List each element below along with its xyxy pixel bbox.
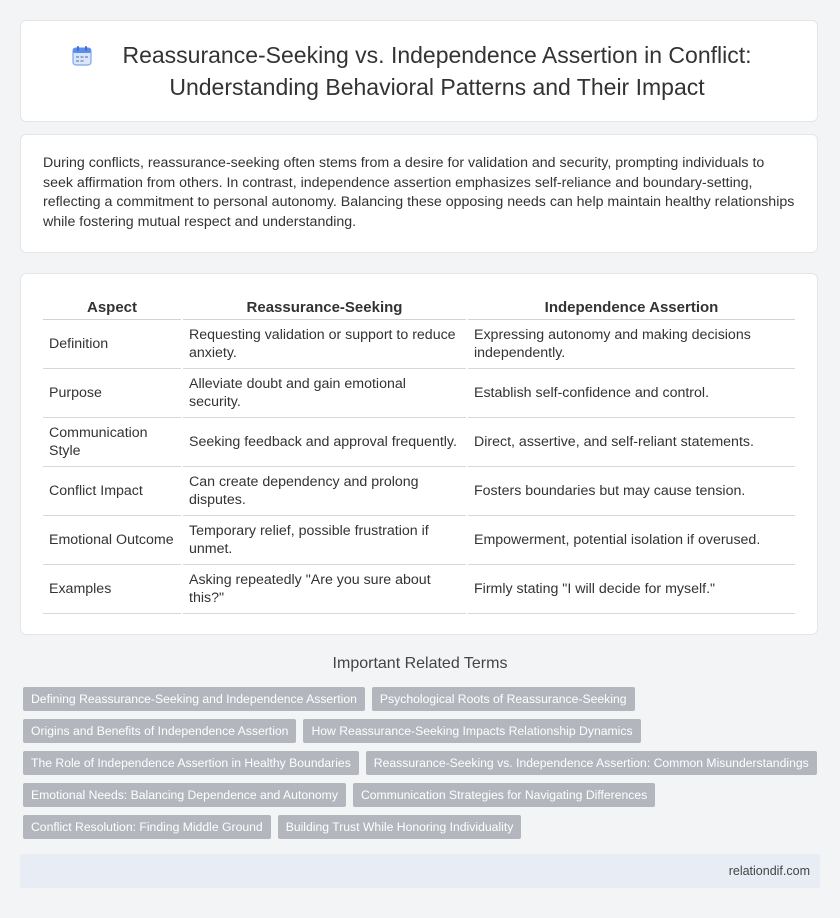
comparison-table <box>41 296 797 614</box>
comparison-card <box>20 273 818 635</box>
cell-independence: Direct, assertive, and self-reliant statements. <box>468 418 795 467</box>
page-title: Reassurance-Seeking vs. Independence Assertion in Conflict: Understanding Behavioral Patterns and Their Impact <box>122 42 752 100</box>
header-independence: Independence Assertion <box>468 296 795 320</box>
related-term-tag[interactable]: Reassurance-Seeking vs. Independence Assertion: Common Misunderstandings <box>366 751 817 775</box>
related-term-tag[interactable]: Emotional Needs: Balancing Dependence and Autonomy <box>23 783 346 807</box>
related-term-tag[interactable]: Building Trust While Honoring Individuality <box>278 815 522 839</box>
related-term-tag[interactable]: Psychological Roots of Reassurance-Seeking <box>372 687 635 711</box>
table-header-row <box>43 296 795 320</box>
cell-reassurance: Requesting validation or support to reduce anxiety. <box>183 320 466 369</box>
related-terms-title: Important Related Terms <box>332 655 508 672</box>
cell-aspect: Conflict Impact <box>43 467 181 516</box>
cell-reassurance: Seeking feedback and approval frequently. <box>183 418 466 467</box>
cell-aspect: Examples <box>43 565 181 614</box>
table-row <box>43 565 795 614</box>
related-term-tag[interactable]: How Reassurance-Seeking Impacts Relationship Dynamics <box>303 719 640 743</box>
related-term-tag[interactable]: The Role of Independence Assertion in Healthy Boundaries <box>23 751 359 775</box>
cell-independence: Expressing autonomy and making decisions independently. <box>468 320 795 369</box>
table-row <box>43 516 795 565</box>
related-term-tag[interactable]: Conflict Resolution: Finding Middle Ground <box>23 815 271 839</box>
related-terms-list <box>23 687 823 847</box>
cell-reassurance: Temporary relief, possible frustration if unmet. <box>183 516 466 565</box>
cell-reassurance: Asking repeatedly "Are you sure about this?" <box>183 565 466 614</box>
footer-site-link[interactable]: relationdif.com <box>728 864 810 878</box>
cell-independence: Establish self-confidence and control. <box>468 369 795 418</box>
cell-aspect: Definition <box>43 320 181 369</box>
header-reassurance: Reassurance-Seeking <box>183 296 466 320</box>
cell-reassurance: Can create dependency and prolong disputes. <box>183 467 466 516</box>
cell-independence: Empowerment, potential isolation if overused. <box>468 516 795 565</box>
cell-independence: Fosters boundaries but may cause tension. <box>468 467 795 516</box>
title-card <box>20 20 818 122</box>
intro-paragraph: During conflicts, reassurance-seeking often stems from a desire for validation and security, prompting individuals to seek affirmation from others. In contrast, independence assertion emphasizes self-reliance and boundary-setting, reflecting a commitment to personal autonomy. Balancing these opposing needs can help maintain healthy relationships while fostering mutual respect and understanding. <box>43 155 795 230</box>
table-row <box>43 467 795 516</box>
table-row <box>43 418 795 467</box>
related-term-tag[interactable]: Defining Reassurance-Seeking and Independence Assertion <box>23 687 365 711</box>
footer <box>20 854 820 888</box>
related-term-tag[interactable]: Communication Strategies for Navigating Differences <box>353 783 655 807</box>
cell-aspect: Communication Style <box>43 418 181 467</box>
table-row <box>43 369 795 418</box>
header-aspect: Aspect <box>43 296 181 320</box>
cell-reassurance: Alleviate doubt and gain emotional security. <box>183 369 466 418</box>
table-row <box>43 320 795 369</box>
calendar-icon <box>71 45 93 67</box>
cell-independence: Firmly stating "I will decide for myself." <box>468 565 795 614</box>
cell-aspect: Purpose <box>43 369 181 418</box>
intro-card <box>20 134 818 253</box>
related-term-tag[interactable]: Origins and Benefits of Independence Assertion <box>23 719 296 743</box>
cell-aspect: Emotional Outcome <box>43 516 181 565</box>
